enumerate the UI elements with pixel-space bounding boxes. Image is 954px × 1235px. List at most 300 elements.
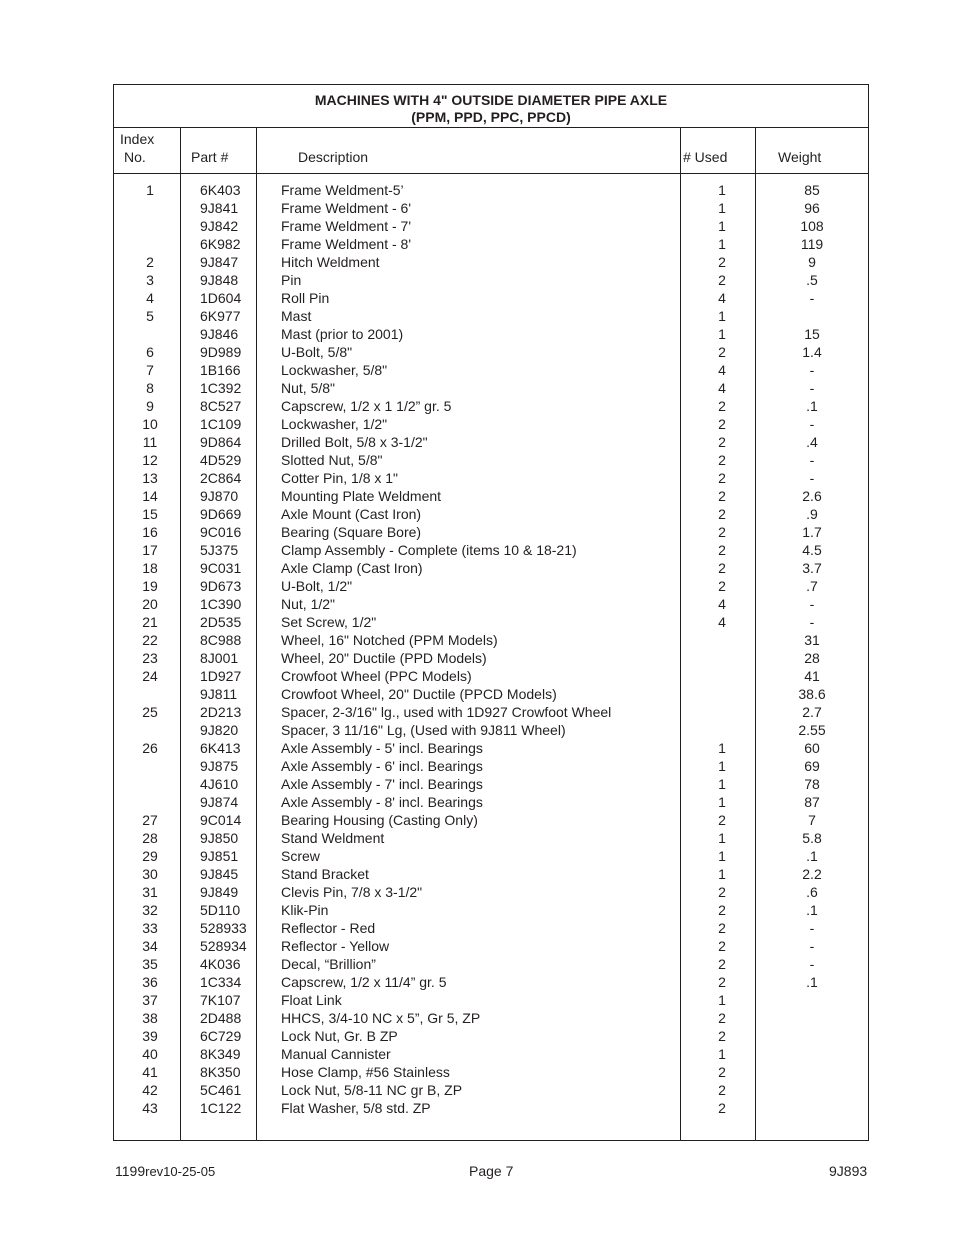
title-line-1: MACHINES WITH 4" OUTSIDE DIAMETER PIPE AXLE [314,92,668,108]
weight-cell: 1.7 [802,524,822,540]
description-cell: Lock Nut, 5/8-11 NC gr B, ZP [281,1082,463,1098]
index-cell: 16 [142,524,158,540]
table-row [114,649,868,667]
weight-cell: 108 [800,218,824,234]
quantity-used-cell: 2 [718,956,726,972]
footer-revision [115,1163,215,1179]
index-cell: 7 [146,362,154,378]
index-cell: 35 [142,956,158,972]
header-index-line-1: Index [120,131,155,147]
table-row [114,415,868,433]
description-cell: Pin [281,272,302,288]
quantity-used-cell: 2 [718,578,726,594]
description-cell: Axle Assembly - 7' incl. Bearings [281,776,483,792]
title-line-2: (PPM, PPD, PPC, PPCD) [411,109,571,125]
part-number-cell: 9D989 [200,344,242,360]
index-cell: 19 [142,578,158,594]
description-cell: Clevis Pin, 7/8 x 3-1/2" [281,884,423,900]
part-number-cell: 9J848 [200,272,239,288]
weight-cell: .4 [806,434,818,450]
part-number-cell: 4K036 [200,956,241,972]
index-cell: 41 [142,1064,158,1080]
table-row [114,685,868,703]
weight-cell: - [809,416,815,432]
table-row [114,1009,868,1027]
description-cell: Frame Weldment - 8' [281,236,412,252]
quantity-used-cell: 2 [718,1064,726,1080]
quantity-used-cell: 1 [718,326,726,342]
index-cell: 3 [146,272,154,288]
description-cell: Mast [281,308,312,324]
quantity-used-cell: 1 [718,992,726,1008]
quantity-used-cell: 2 [718,902,726,918]
table-row [114,919,868,937]
index-cell: 1 [146,182,154,198]
part-number-cell: 8C527 [200,398,242,414]
header-index-line-2: No. [124,149,146,165]
part-number-cell: 6K977 [200,308,241,324]
part-number-cell: 9D864 [200,434,242,450]
description-cell: Lock Nut, Gr. B ZP [281,1028,398,1044]
index-cell: 37 [142,992,158,1008]
description-cell: Roll Pin [281,290,330,306]
document-code: 9J893 [829,1163,868,1179]
index-cell: 9 [146,398,154,414]
index-cell: 43 [142,1100,158,1116]
index-cell: 38 [142,1010,158,1026]
part-number-cell: 2D535 [200,614,242,630]
description-cell: U-Bolt, 1/2" [281,578,353,594]
part-number-cell: 9J850 [200,830,239,846]
part-number-cell: 528934 [200,938,247,954]
quantity-used-cell: 1 [718,740,726,756]
index-cell: 22 [142,632,158,648]
table-row [114,253,868,271]
table-row [114,397,868,415]
part-number-cell: 1C334 [200,974,242,990]
weight-cell: 41 [804,668,820,684]
part-number-cell: 7K107 [200,992,241,1008]
table-row [114,595,868,613]
table-row [114,433,868,451]
part-number-cell: 5D110 [200,902,241,918]
weight-cell: .1 [806,974,818,990]
quantity-used-cell: 1 [718,182,726,198]
weight-cell: 119 [800,236,824,252]
quantity-used-cell: 2 [718,560,726,576]
description-cell: Bearing Housing (Casting Only) [281,812,478,828]
table-row [114,451,868,469]
index-cell: 21 [142,614,158,630]
quantity-used-cell: 1 [718,236,726,252]
weight-cell: 2.6 [802,488,822,504]
index-cell: 8 [146,380,154,396]
weight-cell: - [809,380,815,396]
description-cell: Screw [281,848,320,864]
table-title [114,85,868,128]
quantity-used-cell: 2 [718,254,726,270]
quantity-used-cell: 1 [718,794,726,810]
table-row [114,1027,868,1045]
weight-cell: - [809,290,815,306]
weight-cell: 1.4 [802,344,822,360]
description-cell: Crowfoot Wheel, 20" Ductile (PPCD Models) [281,686,557,702]
index-cell: 26 [142,740,158,756]
part-number-cell: 2D213 [200,704,242,720]
part-number-cell: 5C461 [200,1082,242,1098]
weight-cell: - [809,938,815,954]
description-cell: Decal, “Brillion” [281,956,376,972]
header-weight: Weight [778,149,822,165]
part-number-cell: 1C392 [200,380,242,396]
table-row [114,1099,868,1117]
table-row [114,1063,868,1081]
description-cell: Set Screw, 1/2" [281,614,377,630]
description-cell: Frame Weldment-5’ [281,182,404,198]
description-cell: Slotted Nut, 5/8" [281,452,383,468]
table-body [114,181,868,1117]
quantity-used-cell: 1 [718,758,726,774]
quantity-used-cell: 1 [718,218,726,234]
index-cell: 12 [142,452,158,468]
quantity-used-cell: 2 [718,434,726,450]
description-cell: Reflector - Red [281,920,376,936]
description-cell: Clamp Assembly - Complete (items 10 & 18-21) [281,542,577,558]
quantity-used-cell: 2 [718,1010,726,1026]
description-cell: Axle Clamp (Cast Iron) [281,560,423,576]
table-row [114,613,868,631]
weight-cell: - [809,596,815,612]
weight-cell: 28 [804,650,820,666]
table-row [114,343,868,361]
description-cell: Bearing (Square Bore) [281,524,422,540]
index-cell: 23 [142,650,158,666]
index-cell: 42 [142,1082,158,1098]
quantity-used-cell: 4 [718,380,726,396]
part-number-cell: 9C014 [200,812,242,828]
index-cell: 2 [146,254,154,270]
table-row [114,703,868,721]
table-row [114,505,868,523]
weight-cell: .7 [806,578,818,594]
weight-cell: .1 [806,398,818,414]
index-cell: 28 [142,830,158,846]
part-number-cell: 9J820 [200,722,239,738]
index-cell: 30 [142,866,158,882]
part-number-cell: 1D927 [200,668,242,684]
quantity-used-cell: 2 [718,488,726,504]
part-number-cell: 9C016 [200,524,242,540]
description-cell: Drilled Bolt, 5/8 x 3-1/2" [281,434,428,450]
quantity-used-cell: 4 [718,362,726,378]
quantity-used-cell: 1 [718,1046,726,1062]
weight-cell: - [809,956,815,972]
table-row [114,757,868,775]
weight-cell: - [809,614,815,630]
quantity-used-cell: 1 [718,866,726,882]
table-row [114,793,868,811]
weight-cell: .6 [806,884,818,900]
weight-cell: 3.7 [802,560,822,576]
quantity-used-cell: 1 [718,308,726,324]
quantity-used-cell: 2 [718,506,726,522]
weight-cell: 2.55 [798,722,826,738]
index-cell: 32 [142,902,158,918]
table-row [114,325,868,343]
description-cell: Wheel, 20" Ductile (PPD Models) [281,650,487,666]
part-number-cell: 5J375 [200,542,239,558]
part-number-cell: 2D488 [200,1010,242,1026]
quantity-used-cell: 2 [718,1100,726,1116]
index-cell: 10 [142,416,158,432]
description-cell: Mast (prior to 2001) [281,326,404,342]
table-row [114,955,868,973]
table-row [114,469,868,487]
part-number-cell: 9J875 [200,758,239,774]
weight-cell: 4.5 [802,542,822,558]
quantity-used-cell: 2 [718,524,726,540]
part-number-cell: 8K349 [200,1046,241,1062]
weight-cell: - [809,470,815,486]
quantity-used-cell: 1 [718,776,726,792]
table-row [114,811,868,829]
description-cell: Axle Assembly - 6' incl. Bearings [281,758,483,774]
quantity-used-cell: 2 [718,452,726,468]
table-row [114,667,868,685]
description-cell: Stand Weldment [281,830,385,846]
description-cell: Axle Assembly - 5' incl. Bearings [281,740,483,756]
weight-cell: - [809,362,815,378]
table-row [114,1081,868,1099]
description-cell: Wheel, 16" Notched (PPM Models) [281,632,498,648]
table-row [114,199,868,217]
part-number-cell: 8K350 [200,1064,241,1080]
weight-cell: .5 [806,272,818,288]
part-number-cell: 4J610 [200,776,239,792]
description-cell: Klik-Pin [281,902,329,918]
quantity-used-cell: 4 [718,596,726,612]
weight-cell: 15 [804,326,820,342]
weight-cell: 2.2 [802,866,822,882]
description-cell: Spacer, 2-3/16" lg., used with 1D927 Crowfoot Wheel [281,704,612,720]
table-row [114,901,868,919]
weight-cell: 60 [804,740,820,756]
quantity-used-cell: 1 [718,830,726,846]
index-cell: 20 [142,596,158,612]
table-row [114,577,868,595]
description-cell: Lockwasher, 5/8" [281,362,388,378]
quantity-used-cell: 2 [718,1028,726,1044]
weight-cell: 7 [808,812,816,828]
header-description: Description [298,149,369,165]
quantity-used-cell: 2 [718,974,726,990]
index-cell: 6 [146,344,154,360]
description-cell: Capscrew, 1/2 x 1 1/2” gr. 5 [281,398,452,414]
footer-code: 1199 [115,1163,146,1179]
index-cell: 24 [142,668,158,684]
description-cell: Nut, 5/8" [281,380,335,396]
table-row [114,235,868,253]
index-cell: 14 [142,488,158,504]
description-cell: Hitch Weldment [281,254,380,270]
index-cell: 11 [142,434,158,450]
table-row [114,487,868,505]
table-row [114,973,868,991]
part-number-cell: 1D604 [200,290,242,306]
table-row [114,1045,868,1063]
part-number-cell: 6C729 [200,1028,242,1044]
header-used: # Used [683,149,728,165]
description-cell: Nut, 1/2" [281,596,335,612]
table-row [114,361,868,379]
part-number-cell: 8J001 [200,650,239,666]
weight-cell: 31 [804,632,820,648]
description-cell: Lockwasher, 1/2" [281,416,388,432]
description-cell: Crowfoot Wheel (PPC Models) [281,668,472,684]
description-cell: Capscrew, 1/2 x 11/4” gr. 5 [281,974,447,990]
index-cell: 33 [142,920,158,936]
quantity-used-cell: 2 [718,344,726,360]
part-number-cell: 9D669 [200,506,242,522]
part-number-cell: 9J842 [200,218,239,234]
table-row [114,829,868,847]
header-index [120,130,154,166]
description-cell: Stand Bracket [281,866,369,882]
table-row [114,271,868,289]
description-cell: U-Bolt, 5/8" [281,344,353,360]
part-number-cell: 6K413 [200,740,241,756]
part-number-cell: 1B166 [200,362,241,378]
description-cell: HHCS, 3/4-10 NC x 5”, Gr 5, ZP [281,1010,481,1026]
part-number-cell: 9D673 [200,578,242,594]
index-cell: 27 [142,812,158,828]
quantity-used-cell: 2 [718,920,726,936]
index-cell: 34 [142,938,158,954]
table-row [114,559,868,577]
part-number-cell: 9J870 [200,488,239,504]
weight-cell: - [809,920,815,936]
table-row [114,631,868,649]
quantity-used-cell: 2 [718,1082,726,1098]
header-part: Part # [191,149,229,165]
description-cell: Spacer, 3 11/16" Lg, (Used with 9J811 Wheel) [281,722,566,738]
table-row [114,181,868,199]
quantity-used-cell: 2 [718,542,726,558]
quantity-used-cell: 1 [718,200,726,216]
table-row [114,937,868,955]
part-number-cell: 9J849 [200,884,239,900]
parts-table [113,84,869,1141]
weight-cell: 2.7 [802,704,822,720]
part-number-cell: 6K403 [200,182,241,198]
quantity-used-cell: 2 [718,272,726,288]
index-cell: 29 [142,848,158,864]
description-cell: Cotter Pin, 1/8 x 1" [281,470,399,486]
description-cell: Manual Cannister [281,1046,391,1062]
index-cell: 15 [142,506,158,522]
index-cell: 39 [142,1028,158,1044]
weight-cell: .1 [806,848,818,864]
description-cell: Reflector - Yellow [281,938,390,954]
quantity-used-cell: 2 [718,470,726,486]
quantity-used-cell: 2 [718,938,726,954]
quantity-used-cell: 1 [718,848,726,864]
description-cell: Frame Weldment - 6' [281,200,412,216]
part-number-cell: 8C988 [200,632,242,648]
weight-cell: .1 [806,902,818,918]
part-number-cell: 9J841 [200,200,239,216]
index-cell: 4 [146,290,154,306]
part-number-cell: 9J811 [200,686,238,702]
table-row [114,541,868,559]
table-row [114,721,868,739]
index-cell: 17 [142,542,158,558]
part-number-cell: 9J845 [200,866,239,882]
description-cell: Frame Weldment - 7' [281,218,412,234]
weight-cell: 38.6 [798,686,826,702]
description-cell: Flat Washer, 5/8 std. ZP [281,1100,431,1116]
footer-rev-date: rev10-25-05 [145,1164,216,1179]
description-cell: Axle Assembly - 8' incl. Bearings [281,794,483,810]
table-row [114,217,868,235]
index-cell: 31 [142,884,158,900]
index-cell: 18 [142,560,158,576]
part-number-cell: 9J874 [200,794,239,810]
quantity-used-cell: 4 [718,290,726,306]
table-row [114,883,868,901]
part-number-cell: 1C109 [200,416,242,432]
index-cell: 13 [142,470,158,486]
part-number-cell: 9J851 [200,848,239,864]
part-number-cell: 9J846 [200,326,239,342]
part-number-cell: 1C122 [200,1100,242,1116]
table-row [114,775,868,793]
weight-cell: 78 [804,776,820,792]
part-number-cell: 2C864 [200,470,242,486]
table-row [114,379,868,397]
description-cell: Hose Clamp, #56 Stainless [281,1064,450,1080]
weight-cell: 69 [804,758,820,774]
index-cell: 5 [146,308,154,324]
part-number-cell: 6K982 [200,236,241,252]
page-number: Page 7 [469,1163,514,1179]
part-number-cell: 528933 [200,920,247,936]
quantity-used-cell: 2 [718,398,726,414]
part-number-cell: 9J847 [200,254,239,270]
table-row [114,739,868,757]
table-row [114,865,868,883]
part-number-cell: 4D529 [200,452,242,468]
quantity-used-cell: 2 [718,416,726,432]
quantity-used-cell: 2 [718,884,726,900]
weight-cell: - [809,452,815,468]
description-cell: Mounting Plate Weldment [281,488,442,504]
table-row [114,307,868,325]
quantity-used-cell: 2 [718,812,726,828]
weight-cell: 85 [804,182,820,198]
index-cell: 36 [142,974,158,990]
description-cell: Axle Mount (Cast Iron) [281,506,422,522]
part-number-cell: 1C390 [200,596,242,612]
weight-cell: 5.8 [802,830,822,846]
weight-cell: .9 [806,506,818,522]
table-row [114,289,868,307]
description-cell: Float Link [281,992,342,1008]
weight-cell: 9 [808,254,816,270]
table-row [114,523,868,541]
weight-cell: 87 [804,794,820,810]
quantity-used-cell: 4 [718,614,726,630]
